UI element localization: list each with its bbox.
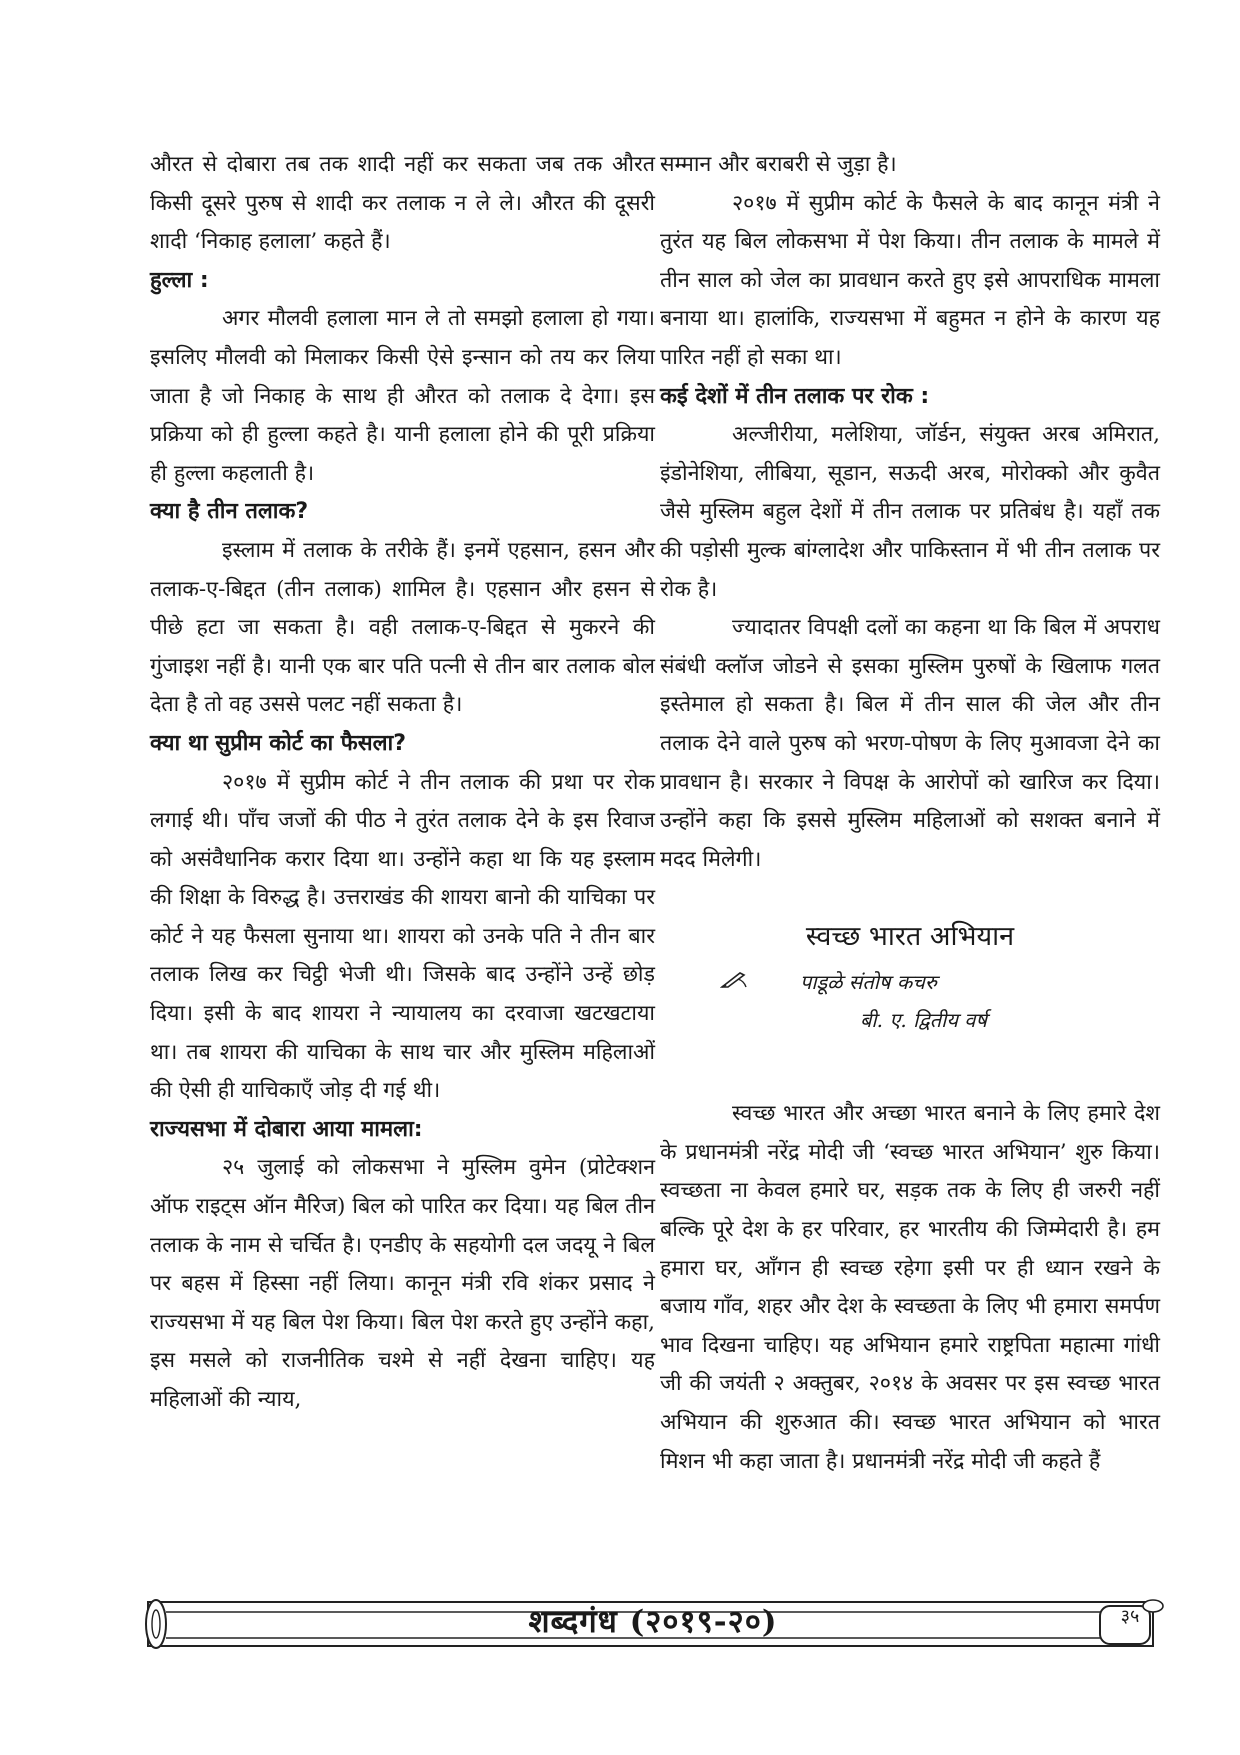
paragraph: अगर मौलवी हलाला मान ले तो समझो हलाला हो गया। इसलिए मौलवी को मिलाकर किसी ऐसे इन्सान को तय कर लिया जाता है जो निकाह के साथ ही औरत को तलाक दे देगा। इस प्रक्रिया को ही हुल्ला कहते है। यानी हलाला होने की पूरी प्रक्रिया ही हुल्ला कहलाती है। [150, 306, 655, 486]
section-heading: हुल्ला : [150, 267, 209, 293]
right-column [660, 146, 1160, 1481]
paragraph: २५ जुलाई को लोकसभा ने मुस्लिम वुमेन (प्रोटेक्शन ऑफ राइट्स ऑन मैरिज) बिल को पारित कर दिया। यह बिल तीन तलाक के नाम से चर्चित है। एनडीए के सहयोगी दल जदयू ने बिल पर बहस में हिस्सा नहीं लिया। कानून मंत्री रवि शंकर प्रसाद ने राज्यसभा में यह बिल पेश किया। बिल पेश करते हुए उन्होंने कहा, इस मसले को राजनीतिक चश्मे से नहीं देखना चाहिए। यह महिलाओं की न्याय, [150, 1155, 655, 1412]
spacer [660, 1039, 1160, 1095]
paragraph: २०१७ में सुप्रीम कोर्ट ने तीन तलाक की प्रथा पर रोक लगाई थी। पाँच जजों की पीठ ने तुरंत तलाक देने के इस रिवाज को असंवैधानिक करार दिया था। उन्होंने कहा था कि यह इस्लाम की शिक्षा के विरुद्ध है। उत्तराखंड की शायरा बानो की याचिका पर कोर्ट ने यह फैसला सुनाया था। शायरा को उनके पति ने तीन बार तलाक लिख कर चिट्ठी भेजी थी। जिसके बाद उन्होंने उन्हें छोड़ दिया। इसी के बाद शायरा ने न्यायालय का दरवाजा खटखटाया था। तब शायरा की याचिका के साथ चार और मुस्लिम महिलाओं की ऐसी ही याचिकाएँ जोड़ दी गई थी। [150, 769, 655, 1104]
paragraph: अल्जीरीया, मलेशिया, जॉर्डन, संयुक्त अरब अमिरात, इंडोनेशिया, लीबिया, सूडान, सऊदी अरब, मोरोक्को और कुवैत जैसे मुस्लिम बहुल देशों में तीन तलाक पर प्रतिबंध है। यहाँ तक की पड़ोसी मुल्क बांग्लादेश और पाकिस्तान में भी तीन तलाक पर रोक है। [660, 422, 1160, 602]
author-class-line [660, 1001, 1160, 1039]
magazine-title: शब्दगंध (२०१९-२०) [528, 1604, 778, 1640]
author-line [660, 963, 1160, 1001]
pen-icon [720, 963, 800, 1001]
author-name: पाडूळे संतोष कचरु [800, 970, 937, 995]
section-heading: राज्यसभा में दोबारा आया मामला: [150, 1116, 423, 1142]
left-column [150, 146, 655, 1420]
author-class: बी. ए. द्वितीय वर्ष [860, 1008, 987, 1033]
paragraph: २०१७ में सुप्रीम कोर्ट के फैसले के बाद कानून मंत्री ने तुरंत यह बिल लोकसभा में पेश किया। तीन तलाक के मामले में तीन साल को जेल का प्रावधान करते हुए इसे आपराधिक मामला बनाया था। हालांकि, राज्यसभा में बहुमत न होने के कारण यह पारित नहीं हो सका था। [660, 190, 1160, 370]
section-heading: कई देशों में तीन तलाक पर रोक : [660, 383, 930, 409]
paragraph: औरत से दोबारा तब तक शादी नहीं कर सकता जब तक औरत किसी दूसरे पुरुष से शादी कर तलाक न ले ले। औरत की दूसरी शादी ‘निकाह हलाला’ कहते हैं। [150, 152, 655, 255]
section-heading: क्या था सुप्रीम कोर्ट का फैसला? [150, 730, 407, 756]
article-title: स्वच्छ भारत अभियान [805, 921, 1015, 953]
page-number: ३५ [1120, 1606, 1140, 1627]
paragraph: सम्मान और बराबरी से जुड़ा है। [660, 152, 897, 177]
section-heading: क्या है तीन तलाक? [150, 499, 309, 525]
paragraph: इस्लाम में तलाक के तरीके हैं। इनमें एहसान, हसन और तलाक-ए-बिद्दत (तीन तलाक) शामिल है। एहसान और हसन से पीछे हटा जा सकता है। वही तलाक-ए-बिद्दत से मुकरने की गुंजाइश नहीं है। यानी एक बार पति पत्नी से तीन बार तलाक बोल देता है तो वह उससे पलट नहीं सकता है। [150, 537, 655, 718]
page-footer [138, 1590, 1168, 1650]
paragraph: स्वच्छ भारत और अच्छा भारत बनाने के लिए हमारे देश के प्रधानमंत्री नरेंद्र मोदी जी ‘स्वच्छ भारत अभियान’ शुरु किया। स्वच्छता ना केवल हमारे घर, सड़क तक के लिए ही जरुरी नहीं बल्कि पूरे देश के हर परिवार, हर भारतीय की जिम्मेदारी है। हम हमारा घर, आँगन ही स्वच्छ रहेगा इसी पर ही ध्यान रखने के बजाय गाँव, शहर और देश के स्वच्छता के लिए भी हमारा समर्पण भाव दिखना चाहिए। यह अभियान हमारे राष्ट्रपिता महात्मा गांधी जी की जयंती २ अक्तुबर, २०१४ के अवसर पर इस स्वच्छ भारत अभियान की शुरुआत की। स्वच्छ भारत अभियान को भारत मिशन भी कहा जाता है। प्रधानमंत्री नरेंद्र मोदी जी कहते हैं [660, 1101, 1160, 1474]
paragraph: ज्यादातर विपक्षी दलों का कहना था कि बिल में अपराध संबंधी क्लॉज जोडने से इसका मुस्लिम पुरुषों के खिलाफ गलत इस्तेमाल हो सकता है। बिल में तीन साल की जेल और तीन तलाक देने वाले पुरुष को भरण-पोषण के लिए मुआवजा देने का प्रावधान है। सरकार ने विपक्ष के आरोपों को खारिज कर दिया। उन्होंने कहा कि इससे मुस्लिम महिलाओं को सशक्त बनाने में मदद मिलेगी। [660, 615, 1160, 872]
